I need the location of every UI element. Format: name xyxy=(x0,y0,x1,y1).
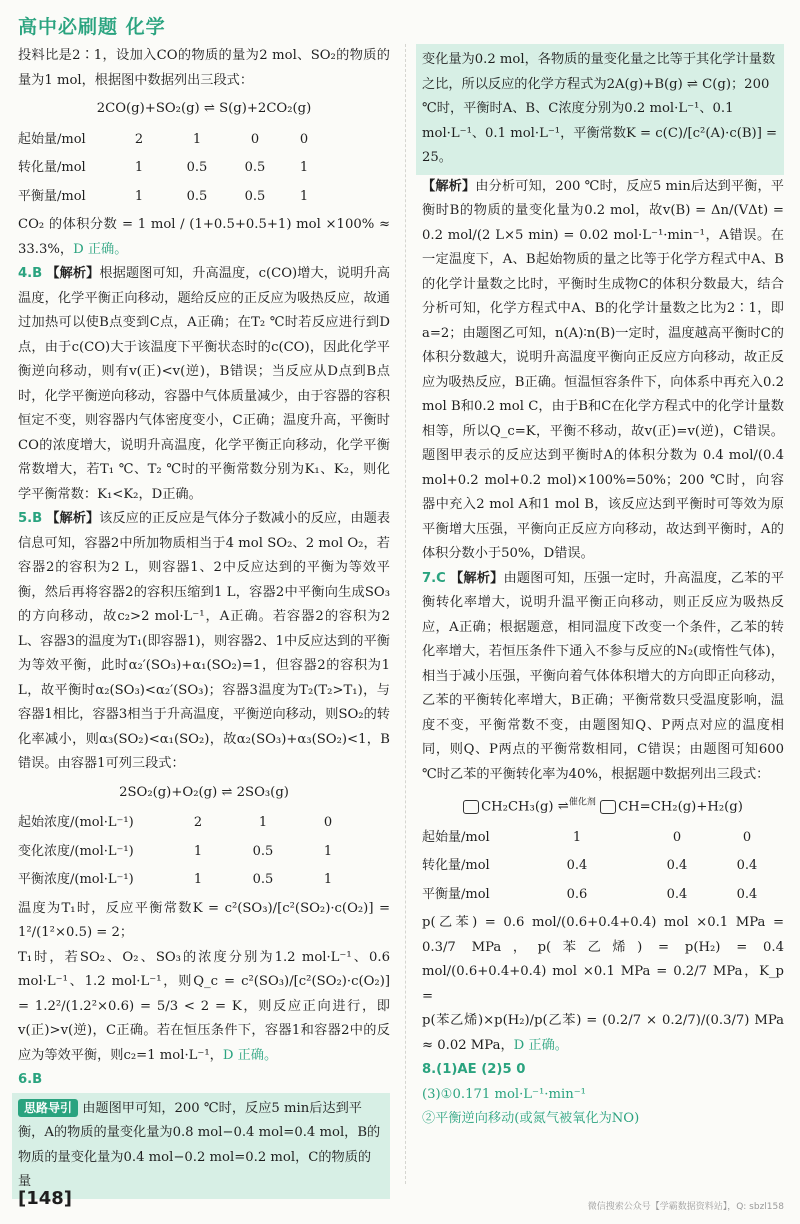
table-cell: 1 xyxy=(299,188,309,204)
answer-8-line2: (3)①0.171 mol·L⁻¹·min⁻¹ xyxy=(422,1086,586,1102)
table-cell: 1 xyxy=(572,829,582,845)
table-cell: 2 xyxy=(193,815,203,830)
table-cell: 0.5 xyxy=(186,160,208,175)
table-cell: 0 xyxy=(250,131,260,147)
table-cell: 1 xyxy=(323,872,333,887)
qc-line: T₁时，若SO₂、O₂、SO₃的浓度分别为1.2 mol·L⁻¹、0.6 mol·L⁻¹、1.2 mol·L⁻¹，则Q_c = c²(SO₃)/[c²(SO₂)·c(O₂)] = 1.2²/(1.2²×0.6) = 5/3 < 2 = K，则反应正向进行，即v(正)>v(逆)，C正确。若在恒压条件下，容器1和容器2中的反应为等效平衡，则c₂=1 mol·L⁻¹，D 正确。 xyxy=(18,949,390,1063)
row-label: 起始浓度/(mol·L⁻¹) xyxy=(18,815,134,830)
credit-line: 微信搜索公众号【学霸数据资料站】，Q: sbzl158 xyxy=(587,1202,784,1212)
table-row xyxy=(18,809,358,838)
table-row xyxy=(422,824,782,853)
equation-co-so2: 2CO(g)+SO₂(g) ⇌ S(g)+2CO₂(g) xyxy=(96,101,312,116)
table-cell: 1 xyxy=(323,843,333,859)
table-row xyxy=(18,866,358,895)
table-cell: 1 xyxy=(299,160,309,175)
table-row xyxy=(422,852,782,881)
table-cell: 1 xyxy=(192,131,202,147)
page-number: [148] xyxy=(18,1188,73,1209)
row-label: 变化浓度/(mol·L⁻¹) xyxy=(18,843,134,859)
answer-5: 5.B 【解析】该反应的正反应是气体分子数减小的反应，由题表信息可知，容器2中所加物质相当于4 mol SO₂、2 mol O₂，若容器2的容积为2 L，则容器1、2中反应达到的平衡为等效平衡，然后再将容器2的容积压缩到1 L，容器2中平衡向生成SO₃的方向移动，故c₂>2 mol·L⁻¹，A正确。若容器2的容积为2 L、容器3的温度为T₁(即容器1)，则容器2、1中反应达到的平衡为等效平衡，此时α₂′(SO₃)+α₁(SO₂)=1，但容器2的容积为1 L，故平衡时α₂(SO₃)<α₂′(SO₃)；容器3温度为T₂(T₂>T₁)，与容器1相比，容器3相当于升高温度，平衡逆向移动，则SO₂的转化率减小，则α₃(SO₂)<α₁(SO₂)，故α₂(SO₃)+α₃(SO₂)<1，B错误。由容器1可列三段式： xyxy=(18,511,391,771)
table-cell: 0.4 xyxy=(666,858,688,874)
table-cell: 2 xyxy=(134,131,144,147)
answer-7: 7.C 【解析】由题图可知，压强一定时，升高温度，乙苯的平衡转化率增大，说明升温平衡正向移动，则正反应为吸热反应，A正确；根据题意，相同温度下改变一个条件，乙苯的转化率增大，若恒压条件下通入不参与反应的N₂(或惰性气体)，相当于减小压强，平衡向着气体体积增大的方向即正向移动，乙苯的平衡转化率增大，B正确；平衡常数只受温度影响，温度不变，平衡常数不变，由题图知Q、P两点对应的温度相同，则Q、P两点的平衡常数相同，C错误；由题图可知600 ℃时乙苯的平衡转化率为40%，根据题中数据列出三段式： xyxy=(422,570,785,782)
thinking-guide: 思路导引 由题图甲可知，200 ℃时，反应5 min后达到平衡，A的物质的量变化量为0.8 mol−0.4 mol=0.4 mol，B的物质的量变化量为0.4 mol−0.2 mol=0.2 mol，C的物质的量 xyxy=(12,1093,390,1199)
table-cell: 0 xyxy=(299,131,309,147)
partial-pressure-line: p(乙苯) = 0.6 mol/(0.6+0.4+0.4) mol ×0.1 MPa = 0.3/7 MPa，p(苯乙烯) = p(H₂) = 0.4 mol/(0.6+0.4+0.4) mol ×0.1 MPa = 0.2/7 MPa，K_p = xyxy=(422,915,784,1004)
table-cell: 0 xyxy=(323,815,333,830)
table-cell: 0.5 xyxy=(186,188,208,204)
row-label: 转化量/mol xyxy=(18,160,86,175)
column-divider xyxy=(405,44,406,1184)
table-row xyxy=(18,183,324,212)
table-cell: 1 xyxy=(258,815,268,830)
benzene-ring-icon xyxy=(463,800,479,814)
table-cell: 0.4 xyxy=(736,858,758,874)
table-row xyxy=(18,126,324,155)
answer-8-line1: 8.(1)AE (2)5 0 xyxy=(422,1062,526,1078)
row-label: 起始量/mol xyxy=(18,131,86,147)
row-label: 平衡浓度/(mol·L⁻¹) xyxy=(18,872,134,887)
table-cell: 0.5 xyxy=(252,872,274,887)
row-label: 转化量/mol xyxy=(422,858,490,874)
three-stage-table-1 xyxy=(18,126,324,212)
intro-text: 投料比是2∶1，设加入CO的物质的量为2 mol、SO₂的物质的量为1 mol，根据图中数据列出三段式： xyxy=(18,48,390,88)
thinking-guide-badge: 思路导引 xyxy=(18,1099,78,1117)
table-cell: 0.5 xyxy=(244,160,266,175)
kp-line: p(苯乙烯)×p(H₂)/p(乙苯) = (0.2/7 × 0.2/7)/(0.3/7) MPa ≈ 0.02 MPa，D 正确。 xyxy=(422,1013,784,1053)
table-cell: 0 xyxy=(672,829,682,845)
co2-fraction: CO₂ 的体积分数 = 1 mol / (1+0.5+0.5+1) mol ×100% ≈ 33.3%，D 正确。 xyxy=(18,217,390,257)
row-label: 起始量/mol xyxy=(422,829,490,845)
table-cell: 1 xyxy=(193,843,203,859)
table-cell: 0.4 xyxy=(736,886,758,902)
page-title: 高中必刷题 化学 xyxy=(18,16,166,38)
table-cell: 0.4 xyxy=(566,858,588,874)
table-cell: 0.5 xyxy=(252,843,274,859)
answer-6-head: 6.B xyxy=(18,1072,43,1087)
table-cell: 1 xyxy=(193,872,203,887)
three-stage-table-2 xyxy=(18,809,358,895)
table-cell: 0 xyxy=(742,829,752,845)
equilibrium-constant-line: 温度为T₁时，反应平衡常数K = c²(SO₃)/[c²(SO₂)·c(O₂)] = 1²/(1²×0.5) = 2； xyxy=(18,900,390,940)
thinking-guide-continued: 变化量为0.2 mol，各物质的量变化量之比等于其化学计量数之比，所以反应的化学方程式为2A(g)+B(g) ⇌ C(g)；200 ℃时，平衡时A、B、C浓度分别为0.2 mol·L⁻¹、0.1 mol·L⁻¹、0.1 mol·L⁻¹，平衡常数K = c(C)/[c²(A)·c(B)] = 25。 xyxy=(416,44,784,175)
answer-6: 【解析】由分析可知，200 ℃时，反应5 min后达到平衡，平衡时B的物质的量变化量为0.2 mol，故v(B) = Δn/(VΔt) = 0.2 mol/(2 L×5 min) = 0.02 mol·L⁻¹·min⁻¹，A错误。在一定温度下，A、B起始物质的量之比等于化学方程式中A、B的化学计量数之比时，平衡时生成物C的体积分数最大，结合分析可知，化学方程式中A、B的化学计量数之比为2∶1，即a=2；由题图乙可知，n(A)∶n(B)一定时，温度越高平衡时C的体积分数越大，说明升高温度平衡向正反应方向移动，故正反应为吸热反应，B正确。恒温恒容条件下，向体系中再充入0.2 mol B和0.2 mol C，由于B和C在化学方程式中的化学计量数相等，所以Q_c=K，平衡不移动，故v(正)=v(逆)，C错误。题图甲表示的反应达到平衡时A的体积分数为 0.4 mol/(0.4 mol+0.2 mol+0.2 mol)×100%=50%；200 ℃时，向容器中充入2 mol A和1 mol B，该反应达到平衡时可等效为原平衡增大压强，平衡向正反应方向移动，故达到平衡时，A的体积分数小于50%，D错误。 xyxy=(422,178,784,561)
answer-8-line3: ②平衡逆向移动(或氮气被氧化为NO) xyxy=(422,1111,640,1127)
table-cell: 0.6 xyxy=(566,886,588,902)
catalyst-arrow: ⇌$^{催化剂}$ xyxy=(557,798,596,815)
table-row xyxy=(18,838,358,867)
table-cell: 0.5 xyxy=(244,188,266,204)
table-row xyxy=(18,154,324,183)
row-label: 平衡量/mol xyxy=(422,886,490,902)
three-stage-table-3 xyxy=(422,824,782,910)
benzene-ring-icon xyxy=(600,800,616,814)
table-cell: 1 xyxy=(134,160,144,175)
answer-4: 4.B 【解析】根据题图可知，升高温度，c(CO)增大，说明升高温度，化学平衡正向移动，题给反应的正反应为吸热反应，故通过加热可以使B点变到C点，A正确；在T₂ ℃时若反应进行到D点，由于c(CO)大于该温度下平衡状态时的c(CO)，因此化学平衡逆向移动，则有v(正)<v(逆)，B错误；当反应从D点到B点时，化学平衡逆向移动，容器中气体质量减少，由于容器的容积恒定不变，则容器内气体密度变小，C正确；温度升高，平衡时CO的浓度增大，说明升高温度，化学平衡正向移动，化学平衡常数增大，若T₁ ℃、T₂ ℃时的平衡常数分别为K₁、K₂，则化学平衡常数：K₁<K₂，D正确。 xyxy=(18,266,391,502)
equation-ethylbenzene: CH₂CH₃(g) ⇌$^{催化剂}$ CH=CH₂(g)+H₂(g) xyxy=(422,791,784,820)
table-row xyxy=(422,881,782,910)
table-cell: 0.4 xyxy=(666,886,688,902)
row-label: 平衡量/mol xyxy=(18,188,86,204)
right-column xyxy=(422,44,784,1132)
table-cell: 1 xyxy=(134,188,144,204)
equation-so2-o2: 2SO₂(g)+O₂(g) ⇌ 2SO₃(g) xyxy=(119,784,289,800)
left-column xyxy=(18,44,390,1199)
